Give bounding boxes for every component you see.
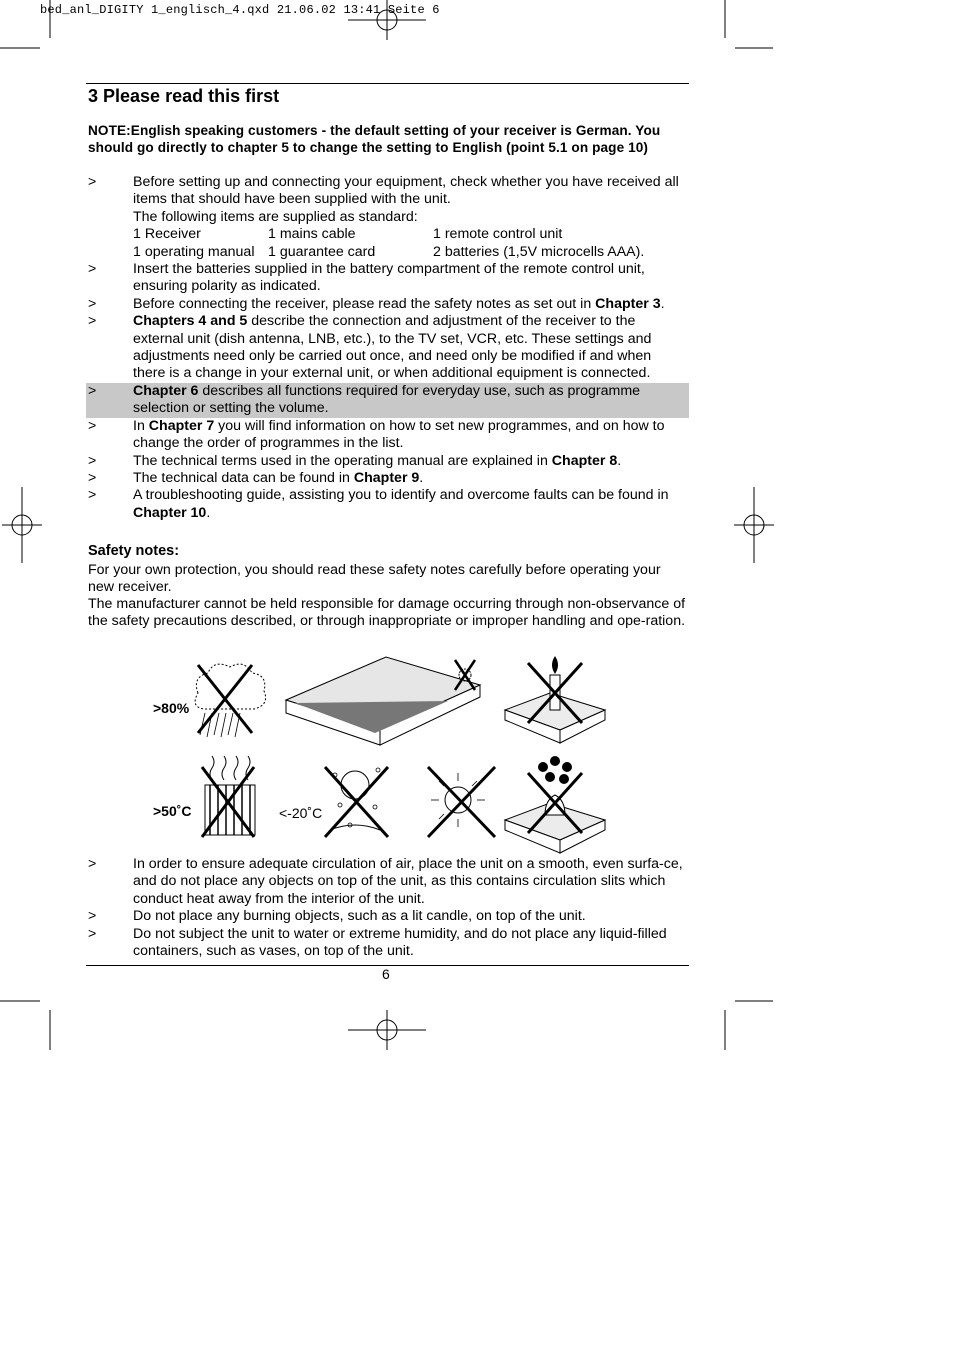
supplied-item: 1 Receiver: [133, 226, 201, 243]
heat-label: >50˚C: [153, 803, 192, 819]
supplied-heading: The following items are supplied as standard:: [133, 208, 418, 225]
chapter-ref: Chapter 10: [133, 504, 207, 521]
list-item-highlighted: [86, 383, 689, 418]
candle-icon: [505, 657, 605, 743]
safety-paragraph: For your own protection, you should read these safety notes carefully before operating your new receiver.: [88, 562, 661, 596]
period: .: [419, 469, 424, 486]
top-rule: [86, 83, 689, 84]
bullet: >: [88, 295, 97, 312]
safety-list: [86, 856, 689, 960]
safety-item-text: In order to ensure adequate circulation of air, place the unit on a smooth, even surfa-ce, and do not place any objects on top of the unit, as this contains circulation slits which conduct heat away from the interior of the unit.: [133, 856, 683, 907]
bullet: >: [88, 925, 97, 942]
safety-ref-text: Before connecting the receiver, please read the safety notes as set out in: [133, 295, 596, 312]
batteries-text: Insert the batteries supplied in the battery compartment of the remote control unit, ensuring polarity as indicated.: [133, 261, 645, 295]
safety-paragraph: The manufacturer cannot be held responsible for damage occurring through non-observance of the safety precautions described, or through inappropriate or improper handling and ope-ration.: [88, 596, 686, 630]
chapter-ref: Chapter 3: [595, 295, 661, 312]
safety-item-text: Do not place any burning objects, such as a lit candle, on top of the unit.: [133, 908, 586, 925]
supplied-item: 1 remote control unit: [433, 226, 563, 243]
chapter-desc: A troubleshooting guide, assisting you to identify and overcome faults can be found in: [133, 487, 669, 504]
bullet: >: [88, 313, 97, 330]
list-item: [86, 487, 689, 522]
cold-label: <-20˚C: [279, 805, 323, 821]
list-item: [86, 908, 689, 925]
bullet: >: [88, 487, 97, 504]
list-item: [86, 261, 689, 296]
supplied-item: 1 guarantee card: [268, 243, 376, 260]
heat-icon: [202, 756, 255, 837]
list-item: [86, 313, 689, 383]
chapter-desc: you will find information on how to set new programmes, and on how to change the order of programmes in the list.: [133, 417, 665, 452]
page-number: 6: [382, 966, 390, 982]
list-item: [86, 418, 689, 453]
supplied-items: [133, 226, 687, 261]
page-title: 3 Please read this first: [88, 86, 280, 106]
list-item: [86, 296, 689, 313]
chapter-ref: Chapter 6: [133, 382, 199, 399]
chapter-ref: Chapter 8: [551, 452, 618, 469]
chapter-desc: The technical data can be found in: [133, 469, 354, 486]
chapter-ref: Chapters 4 and 5: [133, 313, 248, 330]
info-list: [86, 174, 689, 522]
list-item: [86, 926, 689, 961]
chapter-desc: describe the connection and adjustment of the receiver to the external unit (dish antenna, LNB, etc.), to the TV set, VCR, etc. These settings and adjustments need only be carried out once, and need only be modified if and when there is a change in your external unit, or when additional equipment is connected.: [133, 313, 652, 382]
supplied-item: 1 operating manual: [133, 243, 255, 260]
intro-text: Before setting up and connecting your equipment, check whether you have received all items that should have been supplied with the unit.: [133, 174, 679, 208]
bullet: >: [88, 452, 97, 469]
receiver-illustration: [286, 657, 480, 745]
chapter-desc: describes all functions required for everyday use, such as programme selection or setting the volume.: [133, 382, 641, 417]
list-item: [86, 856, 689, 908]
safety-illustration: [150, 655, 630, 855]
chapter-ref: Chapter 7: [148, 417, 215, 434]
period: .: [206, 504, 211, 521]
period: .: [617, 452, 622, 469]
bullet: >: [88, 174, 97, 190]
chapter-desc: The technical terms used in the operating manual are explained in: [133, 452, 552, 469]
chapter-desc: In: [133, 417, 149, 434]
list-item: [86, 174, 689, 261]
list-item: [86, 470, 689, 487]
bullet: >: [88, 856, 97, 872]
supplied-item: 2 batteries (1,5V microcells AAA).: [433, 243, 645, 260]
cold-icon: [325, 767, 388, 837]
list-item: [86, 453, 689, 470]
supplied-item: 1 mains cable: [268, 226, 356, 243]
humidity-label: >80%: [153, 700, 190, 716]
bullet: >: [88, 417, 97, 434]
bullet: >: [88, 469, 97, 486]
safety-item-text: Do not subject the unit to water or extreme humidity, and do not place any liquid-filled containers, such as vases, on top of the unit.: [133, 925, 667, 960]
humidity-icon: [195, 664, 266, 737]
period: .: [660, 295, 665, 312]
bullet: >: [88, 261, 97, 278]
file-slug: bed_anl_DIGITY 1_englisch_4.qxd 21.06.02 13:41 Seite 6: [40, 3, 440, 17]
chapter-ref: Chapter 9: [353, 469, 420, 486]
vase-icon: [505, 756, 605, 853]
safety-heading: Safety notes:: [88, 543, 180, 559]
sun-icon: [428, 767, 495, 837]
bullet: >: [88, 908, 97, 925]
bullet: >: [88, 382, 97, 399]
note-paragraph: NOTE:English speaking customers - the default setting of your receiver is German. You should go directly to chapter 5 to change the setting to English (point 5.1 on page 10): [88, 123, 661, 156]
